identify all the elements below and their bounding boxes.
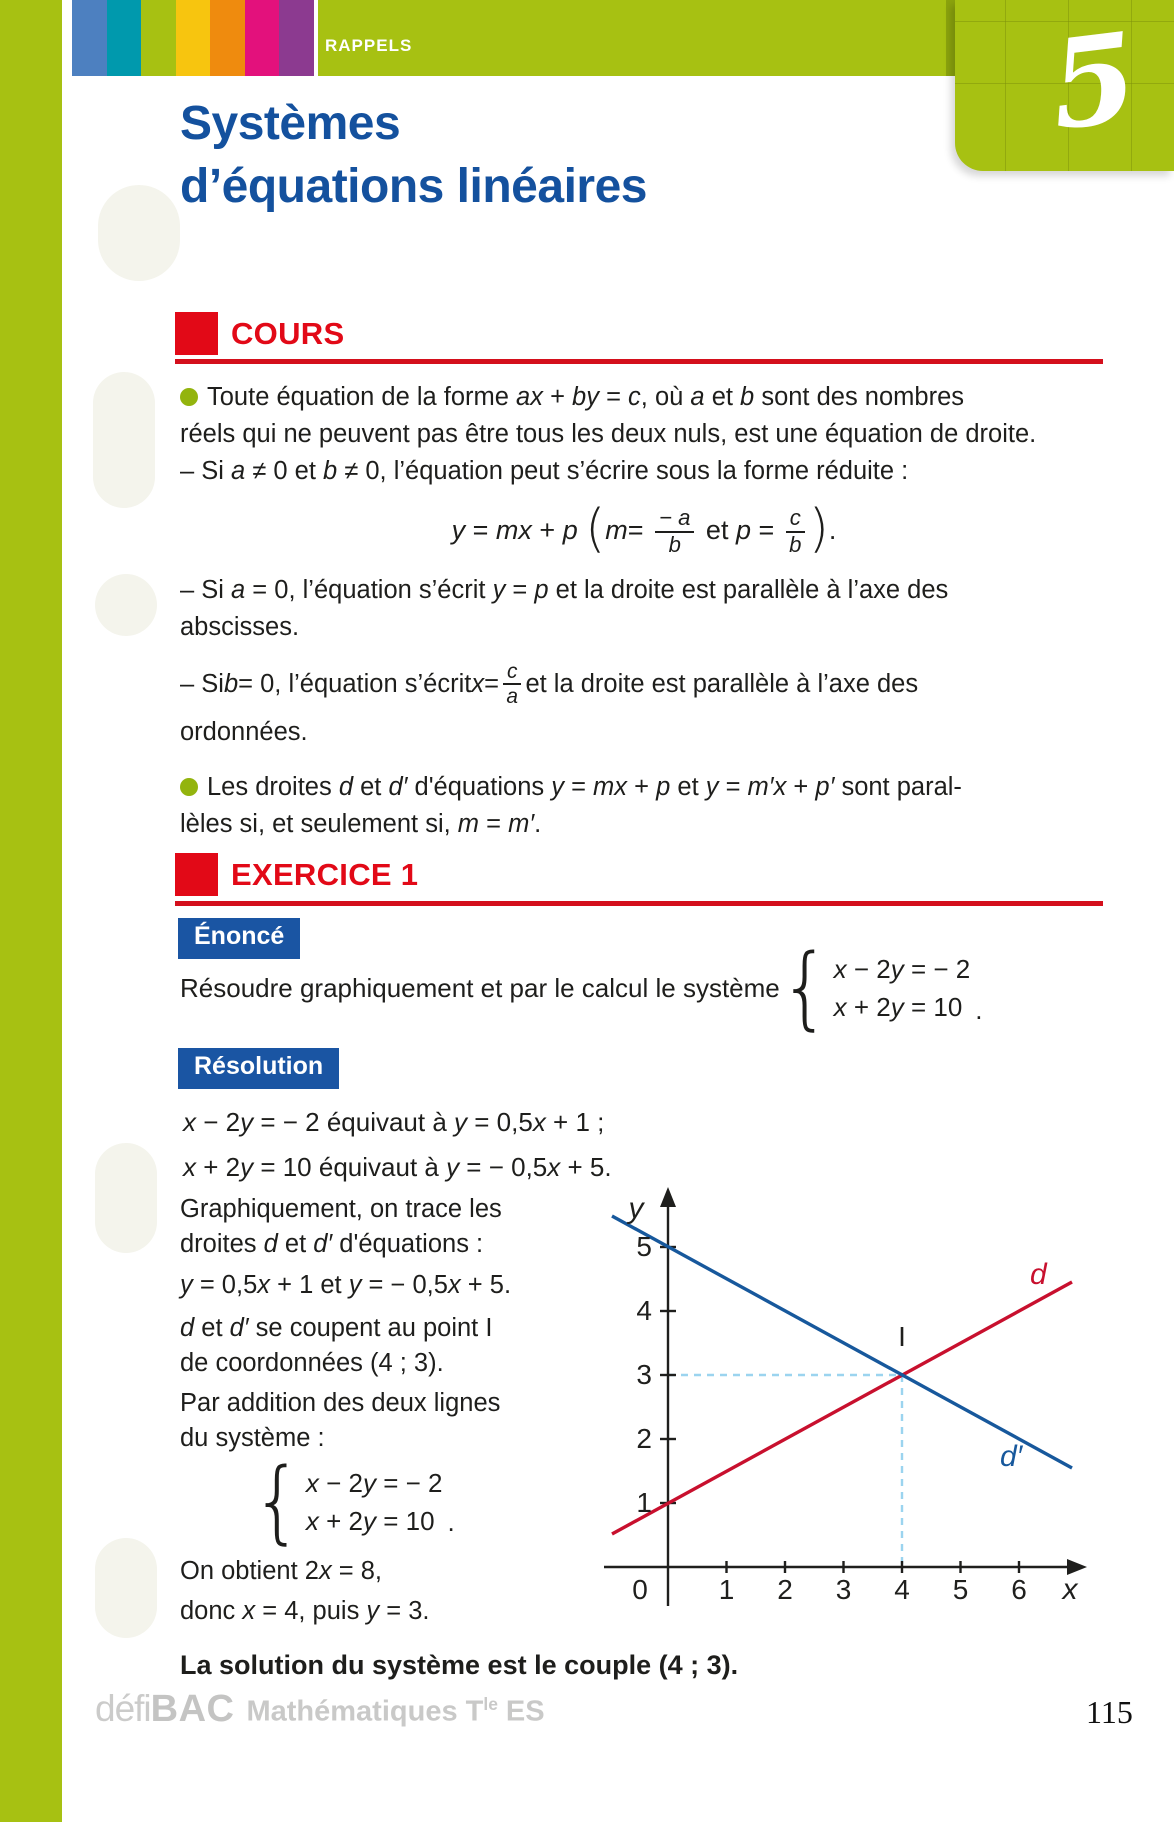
color-stripe <box>210 0 245 76</box>
cours-body <box>180 379 1108 843</box>
system-lines <box>834 954 971 1023</box>
page-title-line2: d’équations linéaires <box>180 160 647 213</box>
text-line: – Si b = 0, l’équation s’écrit x = $\frac{c}{a}$ et la droite est parallèle à l’axe des <box>180 659 919 708</box>
section-heading-exercice: EXERCICE 1 <box>231 857 419 892</box>
section-marker-exercice <box>175 853 218 896</box>
x-axis-label: x <box>1062 1573 1078 1606</box>
text-line: abscisses. <box>180 613 300 641</box>
section-marker-cours <box>175 312 218 355</box>
resolution-equations <box>183 1100 612 1190</box>
page-title <box>180 92 647 218</box>
text-line: d et d′ se coupent au point I <box>180 1314 493 1342</box>
text-line: Par addition des deux lignes <box>180 1389 501 1417</box>
brace-icon: { <box>779 935 831 1040</box>
y-tick-label: 1 <box>636 1487 652 1518</box>
text-line: du système : <box>180 1424 325 1452</box>
decorative-blob <box>95 1143 157 1253</box>
equation-system <box>252 1449 455 1554</box>
equation-system <box>779 935 983 1040</box>
text-line: ordonnées. <box>180 718 308 746</box>
section-rule <box>175 901 1103 906</box>
y-tick-label: 4 <box>636 1295 652 1326</box>
y-axis-label: y <box>628 1192 644 1225</box>
system-line: x − 2y = − 2 <box>305 1467 443 1498</box>
footer-subject-text: Mathématiques T <box>246 1696 484 1728</box>
text-line: donc x = 4, puis y = 3. <box>180 1597 430 1625</box>
y-tick-label: 2 <box>636 1423 652 1454</box>
system-suffix: . <box>975 995 983 1025</box>
brand-bac: BAC <box>150 1688 235 1730</box>
chapter-number: 5 <box>1042 4 1145 158</box>
header-bar <box>318 0 962 76</box>
system-line: x − 2y = − 2 <box>833 953 971 984</box>
text-line: réels qui ne peuvent pas être tous les deux nuls, est une équation de droite. <box>180 420 1037 448</box>
text-line: – Si a = 0, l’équation s’écrit y = p et la droite est parallèle à l’axe des <box>180 576 949 604</box>
x-tick-label: 5 <box>952 1574 969 1605</box>
brace-icon: { <box>252 1449 303 1554</box>
section-rule <box>175 359 1103 364</box>
formula: y = mx + p (m= $\frac{- a}{b}$ et p = $\frac{c}{b}$ ). <box>451 498 837 559</box>
x-tick-label: 1 <box>718 1574 735 1605</box>
line-d <box>612 1282 1072 1534</box>
bullet-icon <box>180 388 198 406</box>
text-line: x − 2y = − 2 équivaut à y = 0,5x + 1 ; <box>183 1107 605 1137</box>
color-stripe <box>279 0 314 76</box>
footer-brand <box>95 1688 545 1731</box>
y-axis-arrow-icon <box>660 1187 676 1207</box>
y-tick-label: 5 <box>636 1231 652 1262</box>
color-stripes <box>72 0 314 76</box>
decorative-blob <box>98 185 180 281</box>
bullet-icon <box>180 778 198 796</box>
brand-defi: défi <box>95 1688 151 1729</box>
color-stripe <box>107 0 142 76</box>
enonce-text: Résoudre graphiquement et par le calcul le système <box>180 972 780 1003</box>
text-line <box>180 769 1108 806</box>
system-lines <box>306 1468 443 1537</box>
x-tick-label: 3 <box>835 1574 852 1605</box>
enonce-badge: Énoncé <box>178 918 300 959</box>
text-line: – Si a ≠ 0 et b ≠ 0, l’équation peut s’écrire sous la forme réduite : <box>180 457 909 485</box>
intersection-label: I <box>898 1321 906 1352</box>
page-edge-strip <box>0 0 62 1822</box>
system-line: x + 2y = 10 <box>833 991 963 1022</box>
x-tick-label: 2 <box>777 1574 793 1605</box>
decorative-blob <box>95 1538 157 1638</box>
resolution-column <box>180 1192 620 1629</box>
color-stripe <box>176 0 211 76</box>
system-line: x + 2y = 10 <box>305 1505 435 1536</box>
page-number: 115 <box>1086 1694 1133 1730</box>
color-stripe <box>245 0 280 76</box>
graph <box>580 1180 1100 1625</box>
text-line: Toute équation de la forme ax + by = c, où a et b sont des nombres <box>207 383 965 411</box>
decorative-blob <box>95 574 157 636</box>
system-suffix: . <box>447 1507 455 1537</box>
text-line <box>180 379 1108 416</box>
line-d-label: d <box>1030 1258 1047 1291</box>
text-line: On obtient 2x = 8, <box>180 1557 383 1585</box>
text-line: Les droites d et d′ d'équations y = mx + p et y = m′x + p′ sont paral- <box>207 773 962 801</box>
origin-label: 0 <box>632 1574 648 1605</box>
text-line: de coordonnées (4 ; 3). <box>180 1349 444 1377</box>
line-d-prime-label: d′ <box>1000 1440 1023 1473</box>
resolution-badge: Résolution <box>178 1048 339 1089</box>
line-d-prime <box>612 1216 1072 1468</box>
text-line: lèles si, et seulement si, m = m′. <box>180 810 542 838</box>
chapter-tab <box>955 0 1174 171</box>
text-line: y = 0,5x + 1 et y = − 0,5x + 5. <box>180 1271 512 1299</box>
decorative-blob <box>93 372 155 508</box>
footer-subject <box>246 1694 544 1729</box>
color-stripe <box>72 0 107 76</box>
text-line: Graphiquement, on trace les <box>180 1195 502 1223</box>
x-tick-label: 4 <box>894 1574 910 1605</box>
header-tag: RAPPELS <box>325 36 413 55</box>
y-tick-label: 3 <box>636 1359 652 1390</box>
color-stripe <box>141 0 176 76</box>
conclusion-line: La solution du système est le couple (4 ; 3). <box>180 1650 739 1680</box>
page-title-line1: Systèmes <box>180 97 401 150</box>
footer-subject-end: ES <box>497 1696 545 1728</box>
footer-subject-sup: le <box>483 1694 498 1715</box>
text-line: droites d et d′ d'équations : <box>180 1230 484 1258</box>
x-tick-label: 6 <box>1011 1574 1027 1605</box>
section-heading-cours: COURS <box>231 316 345 351</box>
text-line: x + 2y = 10 équivaut à y = − 0,5x + 5. <box>183 1152 612 1182</box>
